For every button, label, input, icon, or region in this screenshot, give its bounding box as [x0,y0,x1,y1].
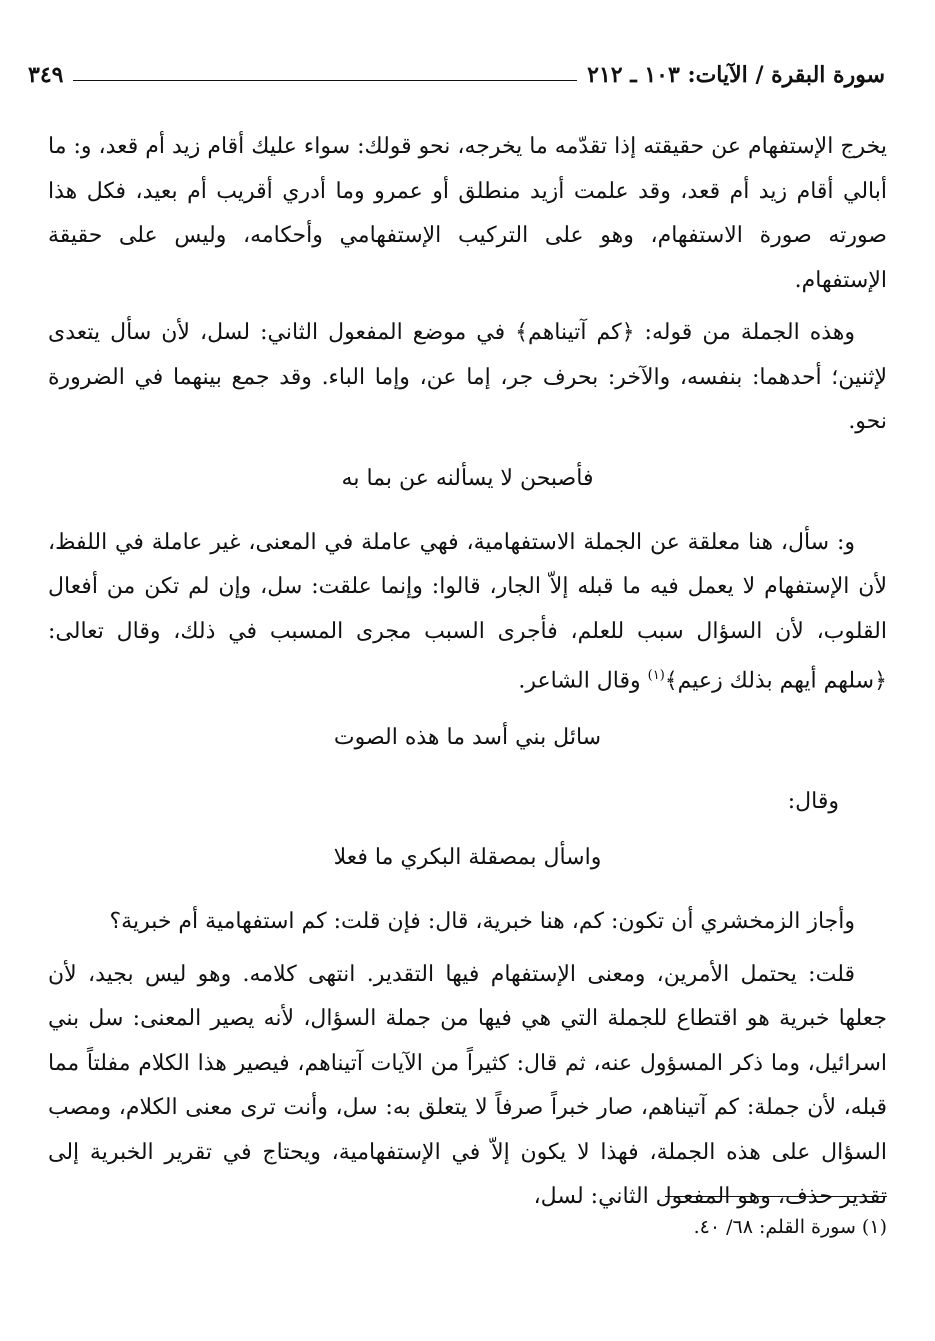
paragraph-4: وأجاز الزمخشري أن تكون: كم، هنا خبرية، قال: فإن قلت: كم استفهامية أم خبرية؟ [109,909,855,935]
paragraph-3 [48,521,887,704]
header-title: سورة البقرة / الآيات: ١٠٣ ـ ٢١٢ [587,61,885,88]
said-label: وقال: [787,788,839,814]
page-number: ٣٤٩ [28,61,64,88]
verse-3: واسأل بمصقلة البكري ما فعلا [333,845,602,871]
verse-1: فأصبحن لا يسألنه عن بما به [341,465,594,491]
paragraph-1: يخرج الإستفهام عن حقيقته إذا تقدّمه ما يخرجه، نحو قولك: سواء عليك أقام زيد أم قعد، و: ما أبالي أقام زيد أم قعد، وقد علمت أزيد منطلق أو عمرو وما أدري أقريب أم بعيد، فكل هذا صورته صورة الاستفهام، وهو على التركيب الإستفهامي وأحكامه، وليس على حقيقة الإستفهام. [48,134,887,293]
footnote-divider [665,1196,887,1197]
running-header [28,58,885,88]
header-rule [73,80,577,81]
paragraph-2: وهذه الجملة من قوله: ﴿كم آتيناهم﴾ في موضع المفعول الثاني: لسل، لأن سأل يتعدى لإثنين؛ أحدهما: بنفسه، والآخر: بحرف جر، إما عن، وإما الباء. وقد جمع بينهما في الضرورة نحو. [48,320,887,434]
paragraph-3-end: وقال الشاعر. [518,668,648,694]
verse-2: سائل بني أسد ما هذه الصوت [333,724,602,750]
footnote-ref: (١) [647,668,665,683]
main-text [48,125,887,1228]
paragraph-3-text: و: سأل، هنا معلقة عن الجملة الاستفهامية، فهي عاملة في المعنى، غير عاملة في اللفظ، لأن الإستفهام لا يعمل فيه ما قبله إلاّ الجار، قالوا: وإنما علقت: سل، وإن لم تكن من أفعال القلوب، لأن السؤال سبب للعلم، فأجرى السبب مجرى المسبب في ذلك، وقال تعالى: ﴿سلهم أيهم بذلك زعيم﴾ [48,529,887,694]
footnote: (١) سورة القلم: ٦٨/ ٤٠. [693,1216,887,1238]
paragraph-5: قلت: يحتمل الأمرين، ومعنى الإستفهام فيها التقدير. انتهى كلامه. وهو ليس بجيد، لأن جعلها خبرية هو اقتطاع للجملة التي هي فيها من جملة السؤال، لأنه يصير المعنى: سل بني اسرائيل، وما ذكر المسؤول عنه، ثم قال: كثيراً من الآيات آتيناهم، فيصير هذا الكلام مفلتاً مما قبله، لأن جملة: كم آتيناهم، صار خبراً صرفاً لا يتعلق به: سل، وأنت ترى معنى الكلام، ومصب السؤال على هذه الجملة، فهذا لا يكون إلاّ في الإستفهامية، ويحتاج في تقرير الخبرية إلى تقدير حذف، وهو المفعول الثاني: لسل، [48,961,887,1210]
